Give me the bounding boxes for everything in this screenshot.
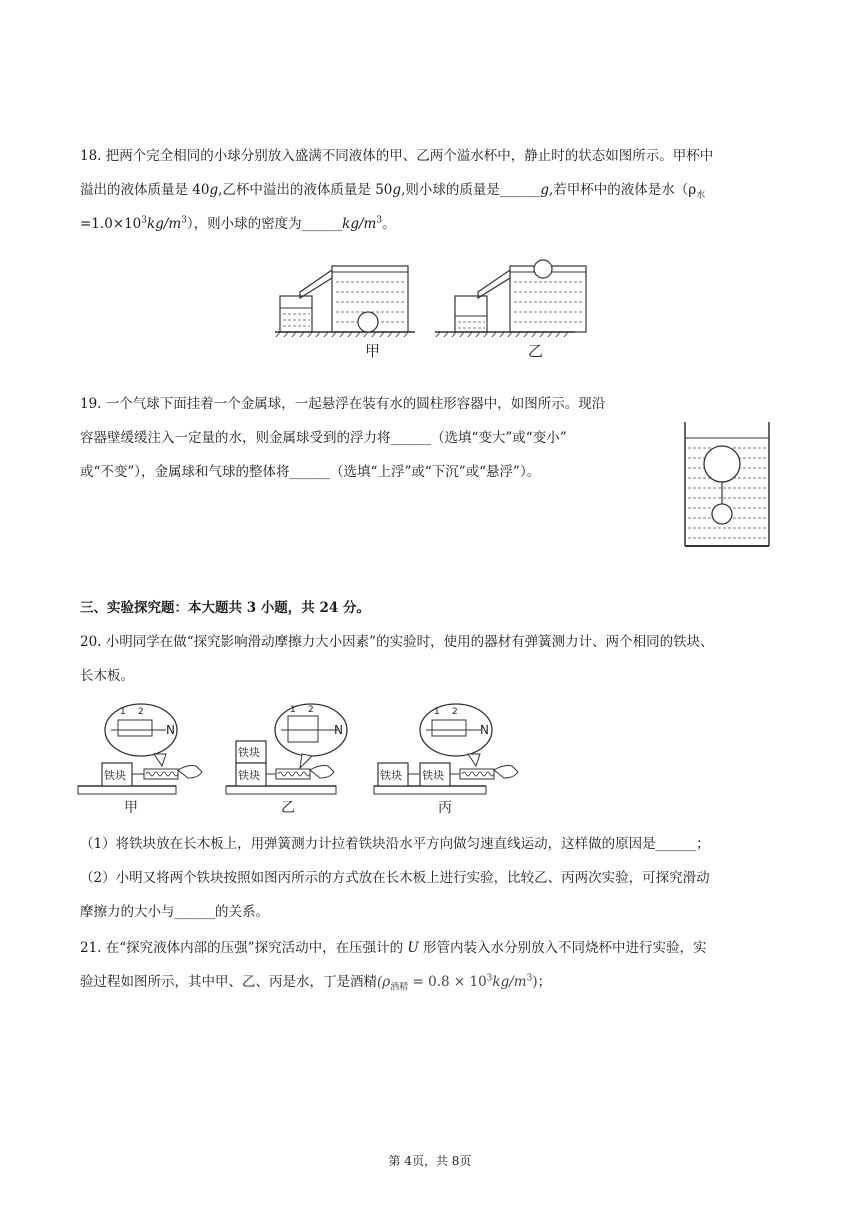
svg-text:N: N <box>334 723 343 737</box>
q20-part-2-line-1: （2）小明又将两个铁块按照如图丙所示的方式放在长木板上进行实验，比较乙、丙两次实验，可探究滑动 <box>80 870 710 886</box>
q19-line-2: 容器壁缓缓注入一定量的水，则金属球受到的浮力将______（选填“变大”或“变小” <box>80 430 567 446</box>
svg-text:N: N <box>166 723 175 737</box>
q20-label-jia: 甲 <box>124 800 138 816</box>
q21-line-1: 21. 在“探究液体内部的压强”探究活动中，在压强计的 U 形管内装入水分别放入不同烧杯中进行实验，实 <box>80 940 707 956</box>
q18-figure <box>270 240 590 370</box>
svg-text:2: 2 <box>452 707 458 717</box>
q18-line-2: 溢出的液体质量是 40g,乙杯中溢出的液体质量是 50g,则小球的质量是______g,若甲杯中的液体是水（$\rho_水$ <box>80 182 706 201</box>
q18-line-1: 18. 把两个完全相同的小球分别放入盛满不同液体的甲、乙两个溢水杯中，静止时的状态如图所示。甲杯中 <box>80 148 714 164</box>
q19-line-3: 或“不变”），金属球和气球的整体将______（选填“上浮”或“下沉”或“悬浮”）。 <box>80 464 541 480</box>
svg-text:铁块: 铁块 <box>422 769 444 782</box>
q19-line-1: 19. 一个气球下面挂着一个金属球，一起悬浮在装有水的圆柱形容器中，如图所示。现沿 <box>80 396 606 412</box>
svg-text:2: 2 <box>138 707 144 717</box>
svg-text:1: 1 <box>290 705 296 715</box>
q19-figure <box>682 420 772 550</box>
svg-text:铁块: 铁块 <box>104 769 126 782</box>
page-footer: 第 4页，共 8页 <box>388 1154 472 1168</box>
svg-text:铁块: 铁块 <box>238 746 260 759</box>
q20-part-2-line-2: 摩擦力的大小与______的关系。 <box>80 904 269 920</box>
q20-part-1: （1）将铁块放在长木板上，用弹簧测力计拉着铁块沿水平方向做匀速直线运动，这样做的原因是______； <box>80 836 710 852</box>
svg-text:N: N <box>480 723 489 737</box>
q20-line-1: 20. 小明同学在做“探究影响滑动摩擦力大小因素”的实验时，使用的器材有弹簧测力计、两个相同的铁块、 <box>80 634 714 650</box>
q20-line-2: 长木板。 <box>80 668 134 684</box>
section-3-heading: 三、实验探究题：本大题共 3 小题，共 24 分。 <box>80 600 370 616</box>
svg-text:铁块: 铁块 <box>380 769 402 782</box>
svg-text:1: 1 <box>120 707 126 717</box>
alcohol-density-formula: $(\rho_{酒精} = 0.8 \times 10^3kg/m^3)$ <box>377 973 538 993</box>
q21-line-2: 验过程如图所示，其中甲、乙、丙是水，丁是酒精$(\rho_{酒精} = 0.8 \times 10^3kg/m^3)$； <box>80 973 552 993</box>
svg-text:2: 2 <box>308 705 314 715</box>
svg-text:1: 1 <box>434 707 440 717</box>
q20-label-bing: 丙 <box>438 800 452 816</box>
metal-ball <box>712 504 732 524</box>
q20-figure <box>76 700 556 822</box>
q18-line-3: $=1.0\times 10^3kg/m^3$），则小球的密度为$\_\_\_\_\_\_kg/m^3$。 <box>80 215 396 232</box>
q18-label-jia: 甲 <box>365 342 381 360</box>
balloon <box>704 446 740 482</box>
svg-text:铁块: 铁块 <box>238 769 260 782</box>
q18-label-yi: 乙 <box>528 342 544 360</box>
q20-label-yi: 乙 <box>281 800 295 816</box>
